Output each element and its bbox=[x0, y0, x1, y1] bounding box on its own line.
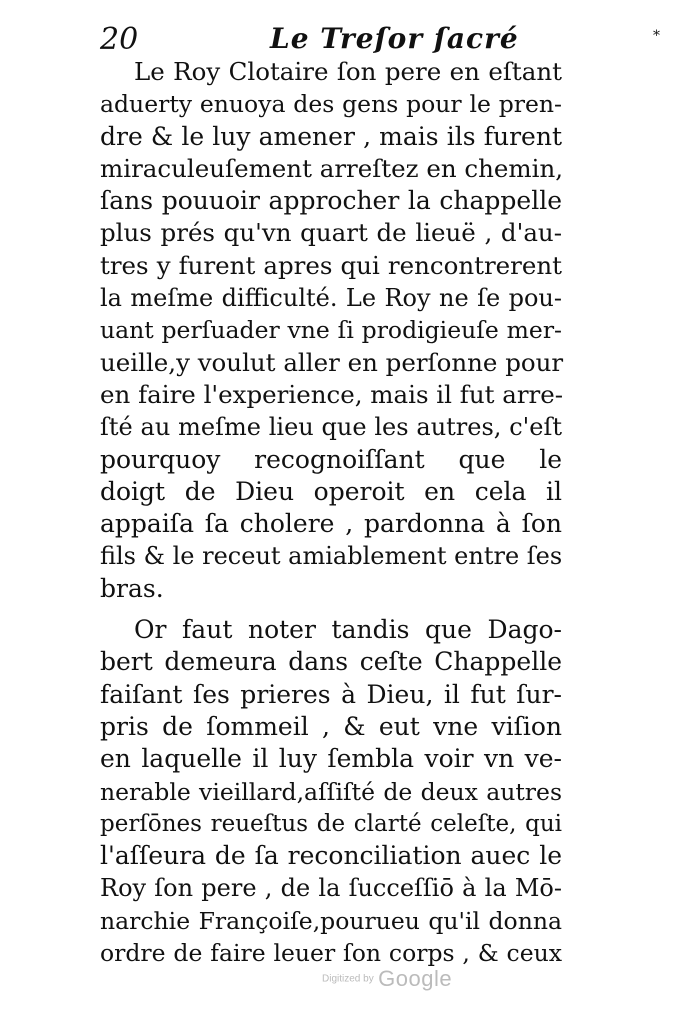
text-line: ueille,y voulut aller en perſonne pour bbox=[100, 347, 564, 377]
text-line: en faire l'experience, mais il fut arre- bbox=[100, 379, 564, 409]
text-line: dre & le luy amener , mais ils furent bbox=[100, 121, 562, 151]
text-line: uant perſuader vne ſi prodigieuſe mer- bbox=[100, 316, 562, 345]
text-line: Roy ſon pere , de la ſucceſſiō à la Mō- bbox=[100, 874, 562, 903]
text-line: plus prés qu'vn quart de lieuë , d'au- bbox=[100, 218, 562, 248]
body-text bbox=[100, 56, 562, 969]
page-number: 20 bbox=[100, 22, 139, 57]
google-logo: Google bbox=[378, 966, 453, 991]
text-line: tres y furent apres qui rencontrerent bbox=[100, 250, 562, 280]
text-line: perſōnes reueſtus de clarté celeſte, qui bbox=[100, 810, 562, 837]
digitized-watermark bbox=[322, 966, 452, 992]
text-line: nerable vieillard,aſſiſté de deux autres bbox=[100, 777, 562, 806]
text-line: faiſant ſes prieres à Dieu, il fut ſur- bbox=[100, 679, 562, 709]
page-header bbox=[100, 18, 660, 58]
text-line: la meſme difficulté. Le Roy ne ſe pou- bbox=[100, 284, 562, 313]
text-line: doigt de Dieu operoit en cela il bbox=[100, 476, 562, 506]
text-line: ordre de faire leuer ſon corps , & ceux bbox=[100, 939, 562, 968]
text-line: ſans pouuoir approcher la chappelle bbox=[100, 186, 562, 216]
text-line: bras. bbox=[100, 573, 164, 603]
text-line: Le Roy Clotaire ſon pere en eſtant bbox=[134, 57, 562, 86]
corner-mark: * bbox=[653, 28, 660, 44]
text-line: l'aſſeura de ſa reconciliation auec le bbox=[100, 841, 562, 871]
text-line: pourquoy recognoiſſant que le bbox=[100, 444, 562, 474]
text-line: ſté au meſme lieu que les autres, c'eſt bbox=[100, 413, 562, 442]
text-line: bert demeura dans ceſte Chappelle bbox=[100, 647, 562, 677]
text-line: appaiſa ſa cholere , pardonna à ſon bbox=[100, 509, 562, 539]
watermark-prefix: Digitized by bbox=[322, 973, 374, 985]
text-line: pris de ſommeil , & eut vne viſion bbox=[100, 711, 562, 741]
text-line: narchie Françoiſe,pourueu qu'il donna bbox=[100, 906, 562, 935]
text-line: fils & le receut amiablement entre ſes bbox=[100, 542, 563, 571]
text-line: en laquelle il luy ſembla voir vn ve- bbox=[100, 744, 562, 774]
text-line: Or faut noter tandis que Dago- bbox=[134, 615, 562, 645]
text-line: miraculeuſement arreſtez en chemin, bbox=[100, 153, 564, 183]
running-title: Le Treſor ſacré bbox=[270, 22, 519, 55]
text-line: aduerty enuoya des gens pour le pren- bbox=[100, 90, 562, 119]
